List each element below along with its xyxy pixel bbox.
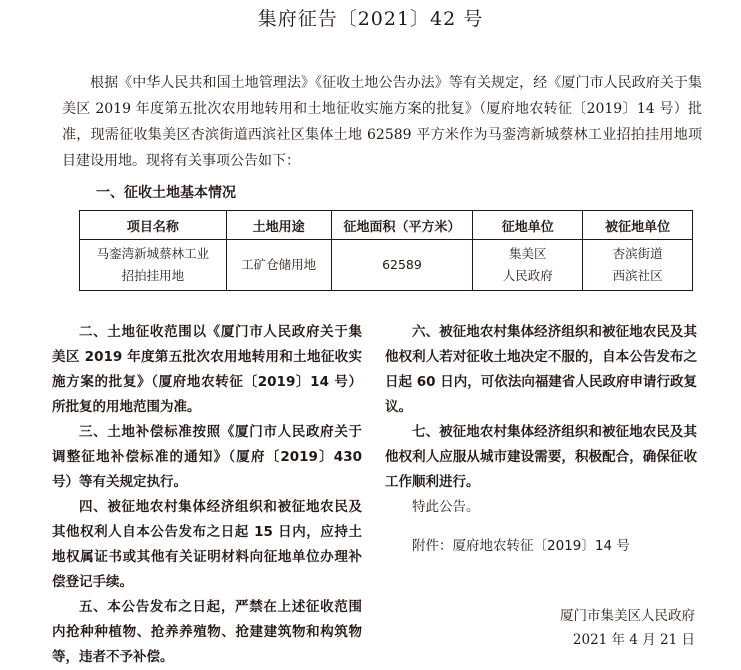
paragraph-cooperation: 七、被征地农村集体经济组织和被征地农民及其他权利人应服从城市建设需要，积极配合，确保征收工作顺利进行。 <box>385 424 697 490</box>
table-header-use: 土地用途 <box>226 211 331 240</box>
cell-target-line1: 杏滨街道 <box>612 246 663 261</box>
signature-org: 厦门市集美区人民政府 <box>560 608 695 624</box>
cell-project <box>80 240 227 291</box>
paragraph-prohibition: 五、本公告发布之日起，严禁在上述征收范围内抢种种植物、抢养养殖物、抢建建筑物和构筑物等，违者不予补偿。 <box>52 599 362 665</box>
table-header-area: 征地面积（平方米） <box>331 211 473 240</box>
cell-project-line2: 招拍挂用地 <box>121 268 185 283</box>
signature-date: 2021 年 4 月 21 日 <box>572 632 695 648</box>
paragraph-compensation-standard: 三、土地补偿标准按照《厦门市人民政府关于调整征地补偿标准的通知》（厦府〔2019〕430 号）等有关规定执行。 <box>52 424 362 490</box>
paragraph-registration: 四、被征地农村集体经济组织和被征地农民及其他权利人自本公告发布之日起 15 日内，应持土地权属证书或其他有关证明材料向征地单位办理补偿登记手续。 <box>52 499 362 590</box>
attachment-note: 附件：厦府地农转征〔2019〕14 号 <box>412 538 630 554</box>
cell-target-line2: 西滨社区 <box>612 268 663 283</box>
table-header-project: 项目名称 <box>80 211 227 240</box>
table-header-target: 被征地单位 <box>583 211 693 240</box>
closing-statement: 特此公告。 <box>412 499 480 515</box>
cell-area: 62589 <box>331 240 473 291</box>
land-info-table <box>79 210 693 291</box>
cell-unit <box>473 240 583 291</box>
cell-unit-line1: 集美区 <box>508 246 547 261</box>
table-row <box>80 240 693 291</box>
cell-project-line1: 马銮湾新城蔡林工业 <box>96 246 210 261</box>
table-header-unit: 征地单位 <box>473 211 583 240</box>
section-heading-basic-info: 一、征收土地基本情况 <box>96 185 236 201</box>
paragraph-appeal: 六、被征地农村集体经济组织和被征地农民及其他权利人若对征收土地决定不服的，自本公告发布之日起 60 日内，可依法向福建省人民政府申请行政复议。 <box>385 324 697 415</box>
intro-paragraph: 根据《中华人民共和国土地管理法》《征收土地公告办法》等有关规定，经《厦门市人民政府关于集美区 2019 年度第五批次农用地转用和土地征收实施方案的批复》（厦府地农转征〔2019〕14 号）批准，现需征收集美区杏滨街道西滨社区集体土地 62589 平方米作为马銮湾新城蔡林工业招拍挂用地项目建设用地。现将有关事项公告如下： <box>62 75 702 169</box>
left-column <box>52 320 362 670</box>
cell-target <box>583 240 693 291</box>
document-title: 集府征告〔2021〕42 号 <box>257 8 484 30</box>
paragraph-scope: 二、土地征收范围以《厦门市人民政府关于集美区 2019 年度第五批次农用地转用和土地征收实施方案的批复》（厦府地农转征〔2019〕14 号）所批复的用地范围为准。 <box>52 324 362 415</box>
right-column <box>385 320 697 559</box>
cell-unit-line2: 人民政府 <box>502 268 553 283</box>
cell-use: 工矿仓储用地 <box>226 240 331 291</box>
table-header-row <box>80 211 693 240</box>
